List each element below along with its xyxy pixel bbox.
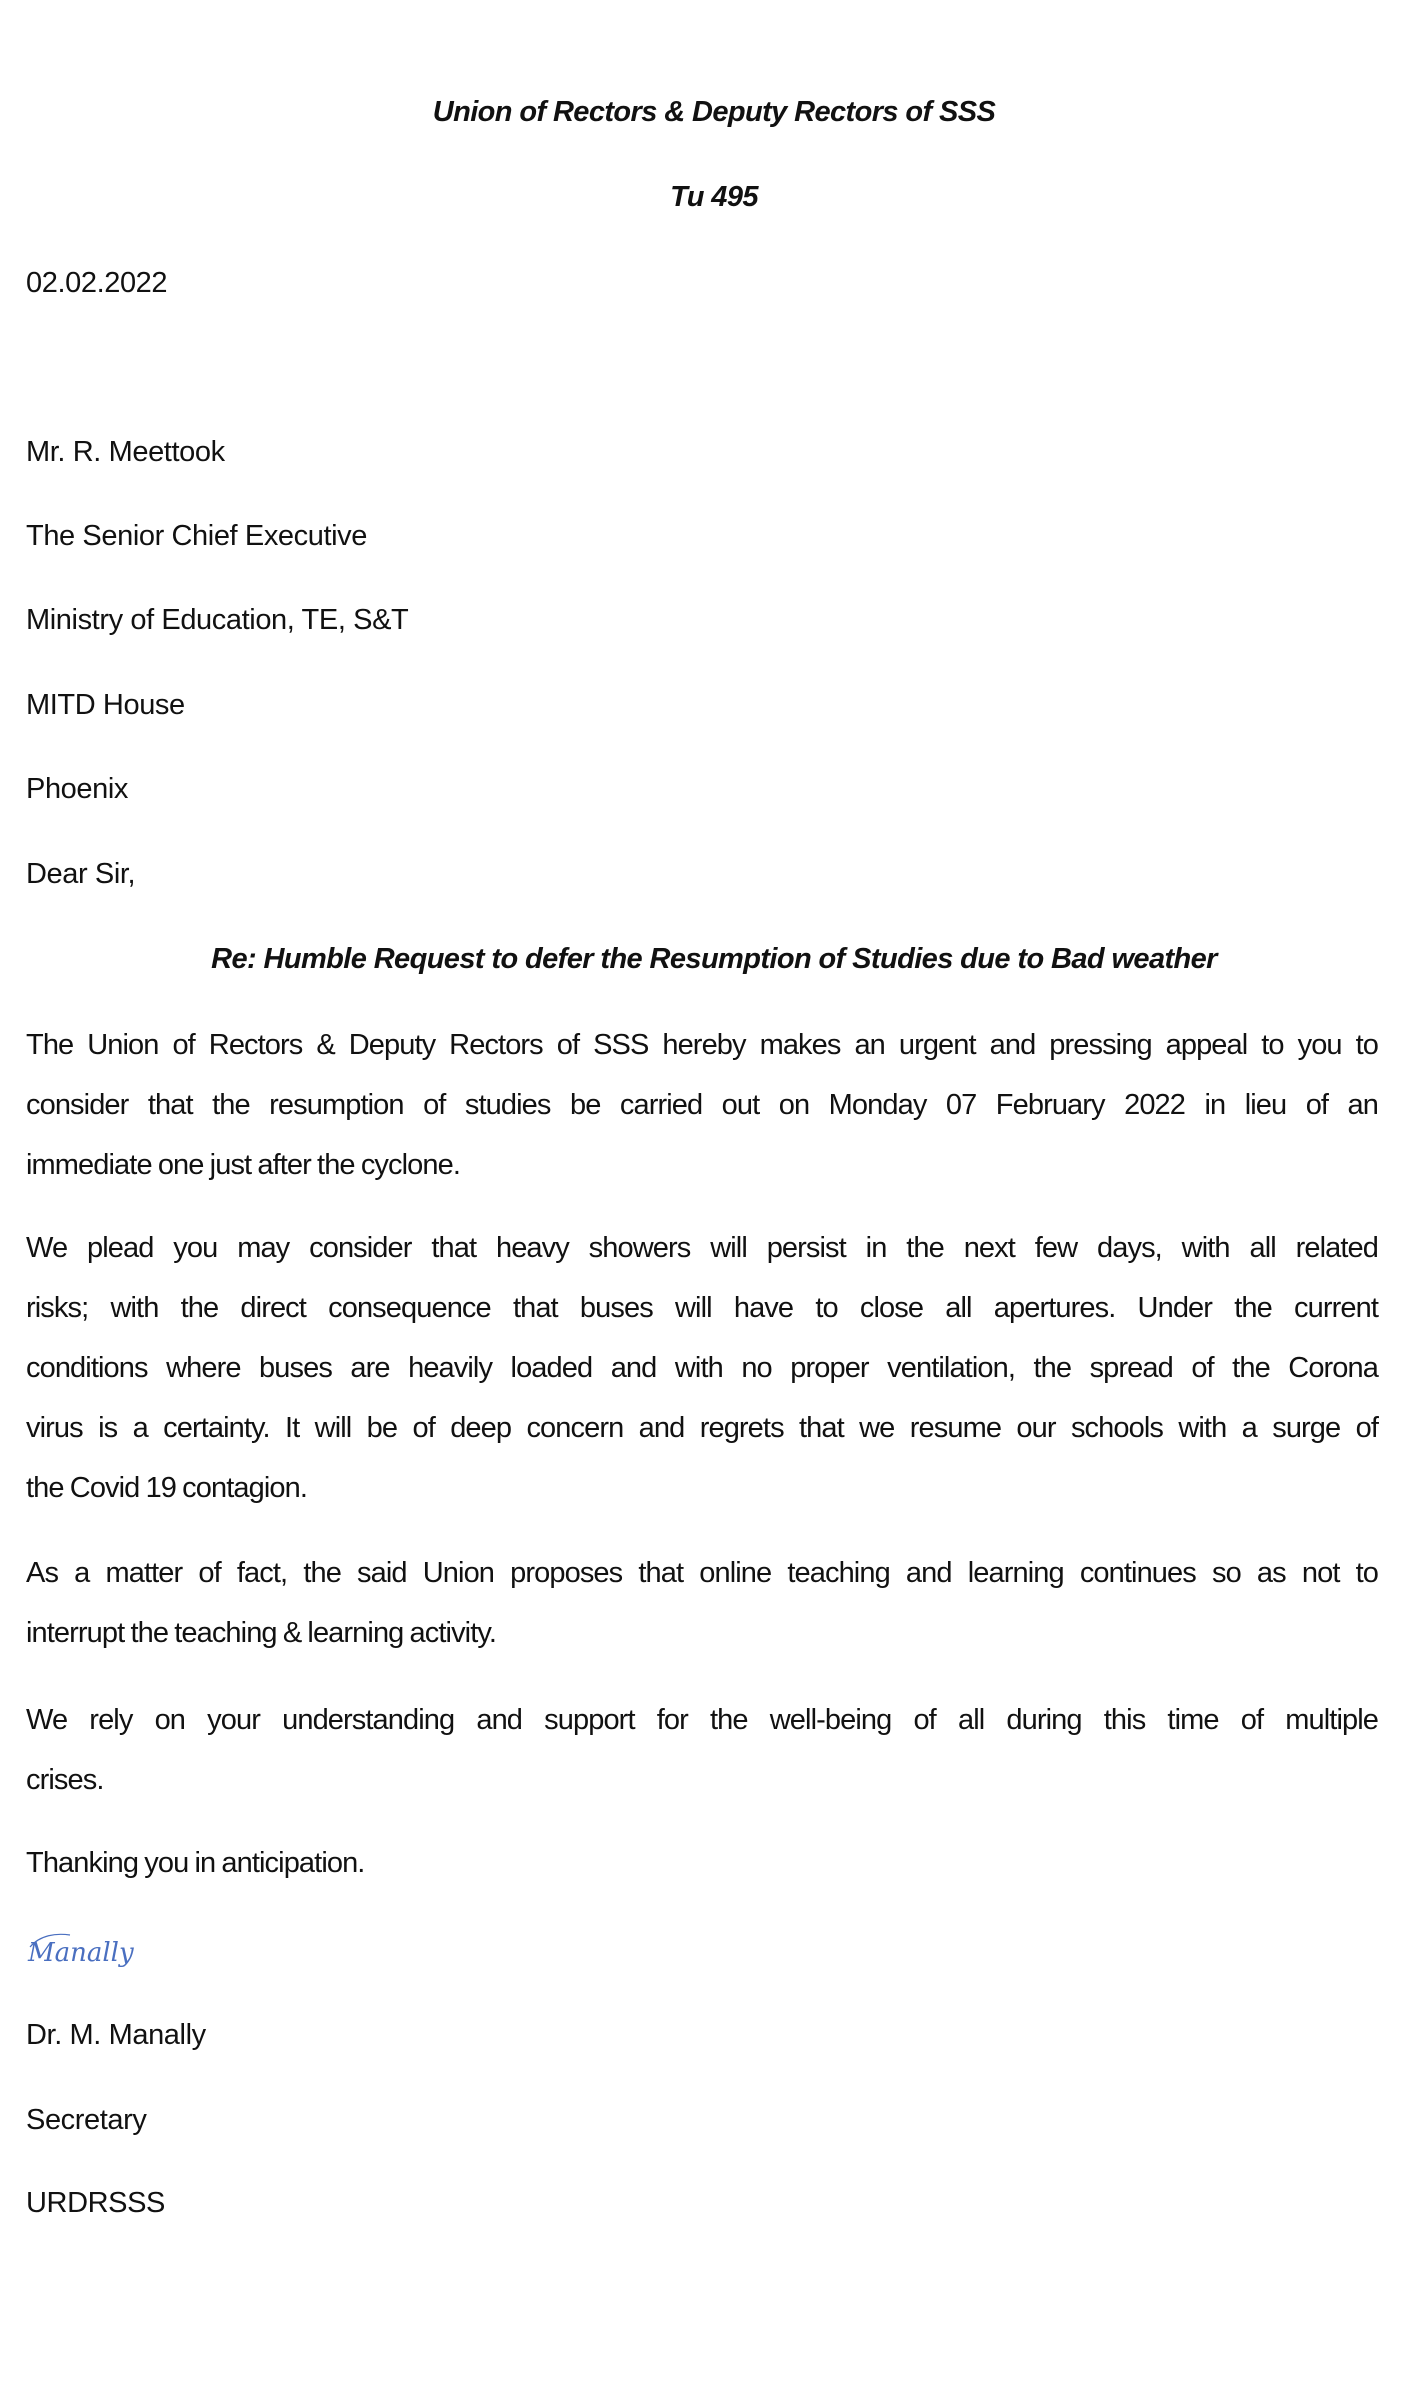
paragraph-line: crises.	[26, 1764, 104, 1796]
closing-line: Thanking you in anticipation.	[26, 1847, 365, 1879]
paragraph-line: risks; with the direct consequence that buses will have to close all apertures. Under the current	[26, 1292, 1378, 1324]
paragraph-line: virus is a certainty. It will be of deep concern and regrets that we resume our schools with a surge of	[26, 1412, 1378, 1444]
recipient-ministry: Ministry of Education, TE, S&T	[26, 604, 409, 636]
subject-line: Re: Humble Request to defer the Resumption of Studies due to Bad weather	[211, 943, 1217, 975]
paragraph-line: We rely on your understanding and support for the well-being of all during this time of multiple	[26, 1704, 1378, 1736]
handwritten-signature	[26, 1925, 146, 1975]
signature-text: Manally	[28, 1938, 134, 1968]
paragraph-line: interrupt the teaching & learning activity.	[26, 1617, 496, 1649]
paragraph-line: consider that the resumption of studies be carried out on Monday 07 February 2022 in lieu of an	[26, 1089, 1378, 1121]
recipient-city: Phoenix	[26, 773, 128, 805]
paragraph-line: The Union of Rectors & Deputy Rectors of SSS hereby makes an urgent and pressing appeal to you to	[26, 1029, 1378, 1061]
recipient-title: The Senior Chief Executive	[26, 520, 367, 552]
signatory-organization: URDRSSS	[26, 2187, 165, 2219]
paragraph-line: We plead you may consider that heavy showers will persist in the next few days, with all related	[26, 1232, 1378, 1264]
reference-number: Tu 495	[670, 181, 758, 213]
paragraph-line: immediate one just after the cyclone.	[26, 1149, 460, 1181]
paragraph-line: the Covid 19 contagion.	[26, 1472, 308, 1504]
paragraph-line: As a matter of fact, the said Union proposes that online teaching and learning continues so as not to	[26, 1557, 1378, 1589]
signatory-name: Dr. M. Manally	[26, 2019, 206, 2051]
recipient-name: Mr. R. Meettook	[26, 436, 225, 468]
letter-date: 02.02.2022	[26, 267, 168, 299]
recipient-building: MITD House	[26, 689, 185, 721]
paragraph-line: conditions where buses are heavily loaded and with no proper ventilation, the spread of the Corona	[26, 1352, 1378, 1384]
organization-title: Union of Rectors & Deputy Rectors of SSS	[432, 96, 996, 128]
salutation: Dear Sir,	[26, 858, 136, 890]
signatory-title: Secretary	[26, 2104, 147, 2136]
